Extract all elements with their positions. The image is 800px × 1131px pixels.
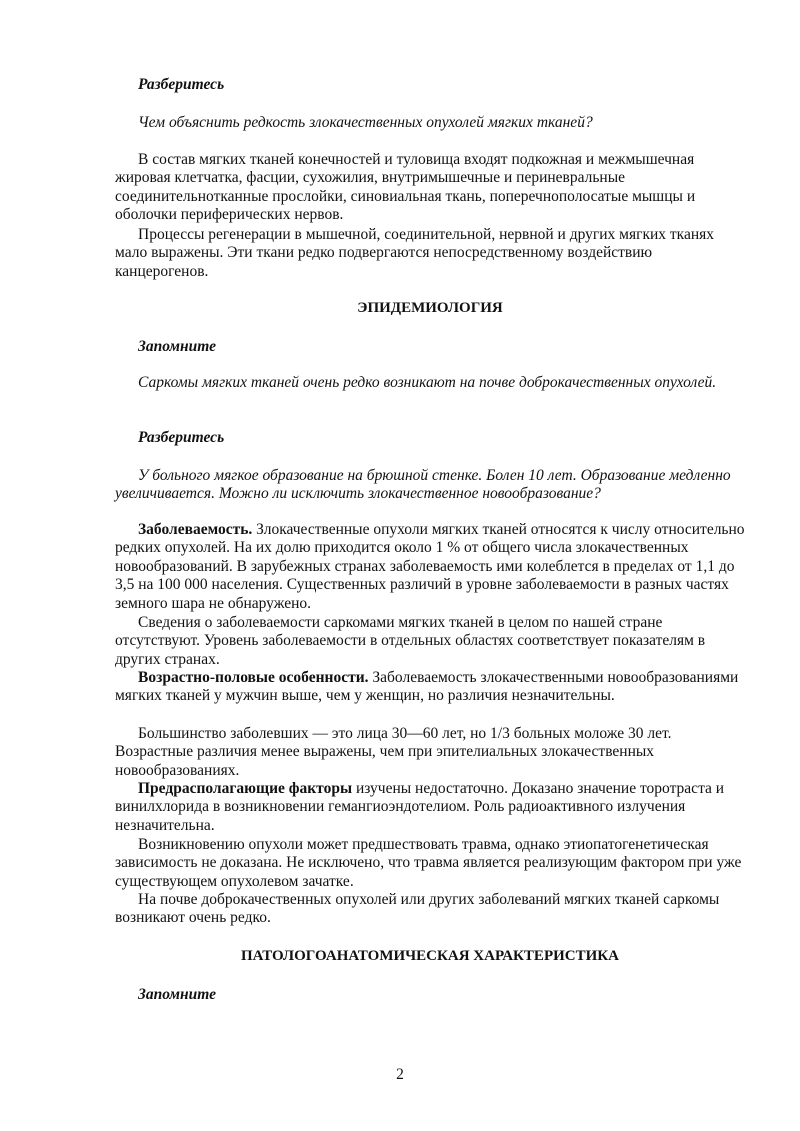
paragraph-incidence-text: Злокачественные опухоли мягких тканей относятся к числу относительно редких опухолей. На их долю приходится около 1 % от общего числа злокачественных новообразований. В зарубежных странах заболеваемость ими колеблется в пределах от 1,1 до 3,5 на 100 000 населения. Существенных различий в уровне заболеваемости в разных частях земного шара не обнаружено. [115,521,745,612]
term-age-sex: Возрастно-половые особенности. [138,669,369,686]
page-number: 2 [396,1066,404,1083]
paragraph-incidence [115,521,745,613]
label-razberites-2: Разберитесь [138,429,225,446]
question-2: У больного мягкое образование на брюшной стенке. Болен 10 лет. Образование медленно увеличивается. Можно ли исключить злокачественное новообразование? [115,467,731,503]
paragraph-benign-origin: На почве доброкачественных опухолей или других заболеваний мягких тканей саркомы возникают очень редко. [115,891,720,927]
paragraph-age-sex-text: Заболеваемость злокачественными новообразованиями мягких тканей у мужчин выше, чем у женщин, но различия незначительны. [115,669,739,705]
paragraph-national-data: Сведения о заболеваемости саркомами мягких тканей в целом по нашей стране отсутствуют. Уровень заболеваемости в отдельных областях соответствует показателям в других странах. [115,614,706,668]
term-risk-factors: Предрасполагающие факторы [138,780,353,797]
paragraph-trauma: Возникновению опухоли может предшествовать травма, однако этиопатогенетическая зависимость не доказана. Не исключено, что травма является реализующим фактором при уже существующем опухолевом зачатке. [115,836,742,890]
heading-pathology: ПАТОЛОГОАНАТОМИЧЕСКАЯ ХАРАКТЕРИСТИКА [241,948,619,964]
label-zapomnite-2: Запомните [138,986,216,1003]
label-zapomnite-1: Запомните [138,338,216,355]
paragraph-soft-tissue-composition: В состав мягких тканей конечностей и туловища входят подкожная и межмышечная жировая клетчатка, фасции, сухожилия, внутримышечные и периневральные соединительнотканные прослойки, синовиальная ткань, поперечнополосатые мышцы и оболочки периферических нервов. [115,151,696,224]
paragraph-regeneration: Процессы регенерации в мышечной, соединительной, нервной и других мягких тканях мало выражены. Эти ткани редко подвергаются непосредственному воздействию канцерогенов. [115,226,715,280]
heading-epidemiology: ЭПИДЕМИОЛОГИЯ [357,300,503,316]
note-sarcomas: Саркомы мягких тканей очень редко возникают на почве доброкачественных опухолей. [138,374,717,391]
term-incidence: Заболеваемость. [138,521,253,538]
paragraph-risk-factors-text: изучены недостаточно. Доказано значение торотраста и винилхлорида в возникновении гемангиоэндотелиом. Роль радиоактивного излучения незначительна. [115,780,725,834]
question-1: Чем объяснить редкость злокачественных опухолей мягких тканей? [138,114,593,131]
paragraph-age-sex [115,669,745,706]
label-razberites-1: Разберитесь [138,76,225,93]
paragraph-age-groups: Большинство заболевших — это лица 30—60 лет, но 1/3 больных моложе 30 лет. Возрастные различия менее выражены, чем при эпителиальных злокачественных новообразованиях. [115,725,672,779]
paragraph-risk-factors [115,780,745,835]
